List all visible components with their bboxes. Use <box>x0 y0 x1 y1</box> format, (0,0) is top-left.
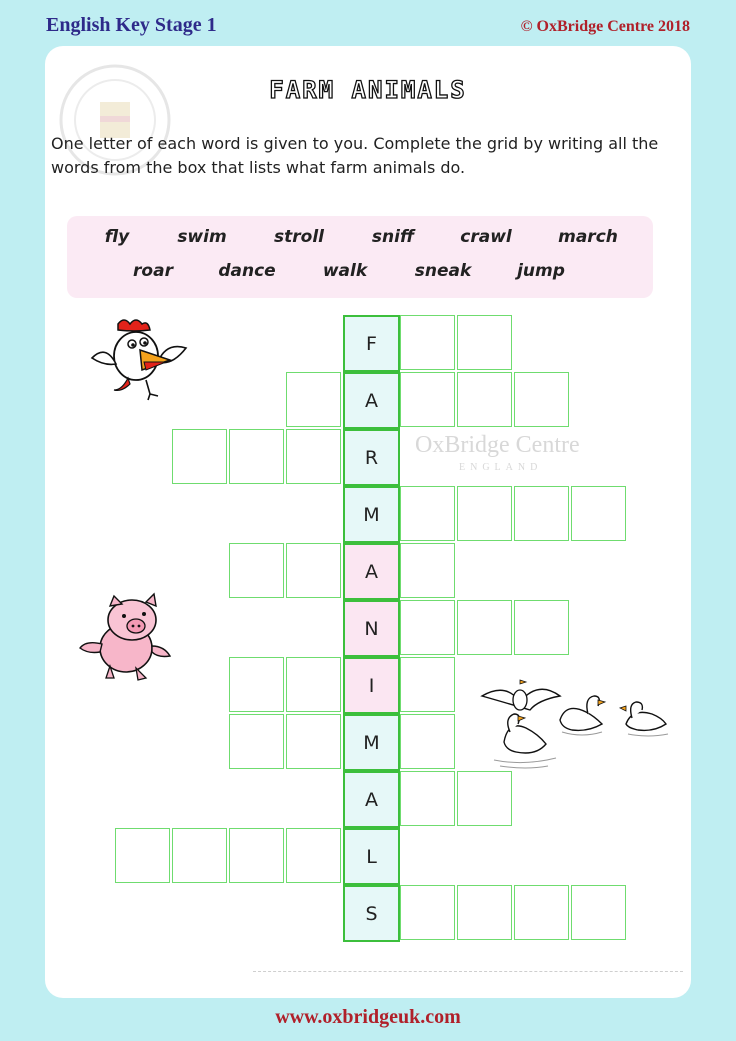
hidden-letter-cell: A <box>343 771 400 828</box>
hidden-letter-cell: I <box>343 657 400 714</box>
word-item: dance <box>218 261 276 281</box>
hidden-letter-cell: M <box>343 714 400 771</box>
hidden-letter-cell: L <box>343 828 400 885</box>
word-item: swim <box>177 227 227 247</box>
hidden-letter-cell: R <box>343 429 400 486</box>
word-item: walk <box>322 261 368 281</box>
word-item: jump <box>517 261 565 281</box>
word-bank <box>67 216 653 298</box>
hidden-letter-cell: F <box>343 315 400 372</box>
geese-icon <box>480 672 676 774</box>
word-item: march <box>558 227 618 247</box>
word-item: sniff <box>371 227 415 247</box>
hidden-letter-cell: S <box>343 885 400 942</box>
worksheet-title: FARM ANIMALS <box>269 76 467 104</box>
pig-icon <box>74 592 178 682</box>
footer-website[interactable]: www.oxbridgeuk.com <box>275 1006 461 1028</box>
header-subject: English Key Stage 1 <box>46 14 217 36</box>
hidden-letter-cell: A <box>343 372 400 429</box>
worksheet-card <box>45 46 691 998</box>
word-item: fly <box>104 227 130 247</box>
rooster-icon <box>88 318 198 410</box>
hidden-letter-cell: N <box>343 600 400 657</box>
instructions-text: One letter of each word is given to you. Complete the grid by writing all the words from the box that lists what farm animals do. <box>51 134 659 177</box>
word-item: stroll <box>274 227 324 247</box>
word-item: crawl <box>460 227 512 247</box>
word-item: sneak <box>414 261 472 281</box>
watermark-country: ENGLAND <box>459 462 543 473</box>
divider-line <box>253 971 683 972</box>
watermark-name: OxBridge Centre <box>415 432 580 458</box>
header-copyright: © OxBridge Centre 2018 <box>520 18 690 35</box>
word-item: roar <box>133 261 173 281</box>
hidden-letter-cell: M <box>343 486 400 543</box>
hidden-letter-cell: A <box>343 543 400 600</box>
